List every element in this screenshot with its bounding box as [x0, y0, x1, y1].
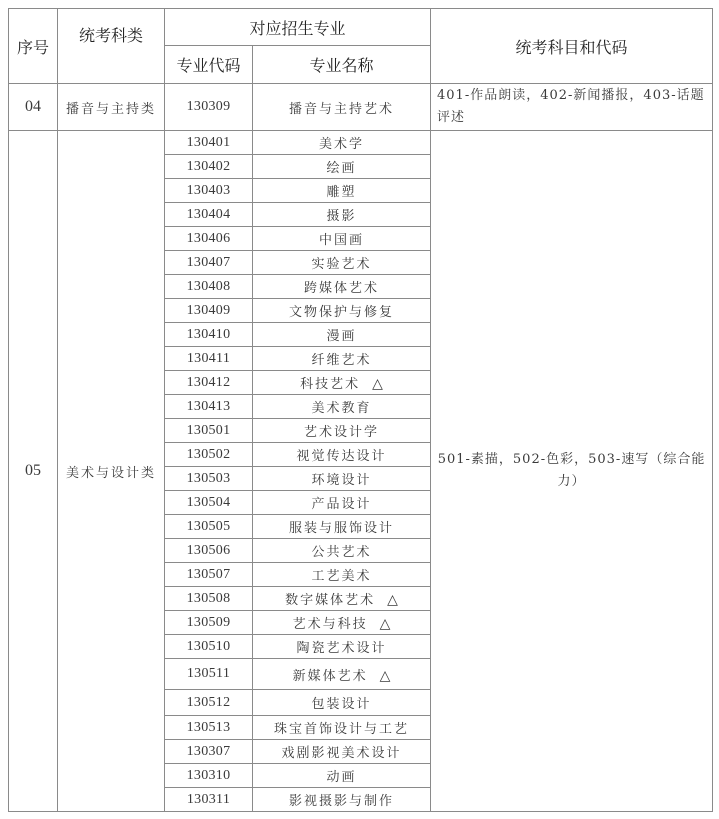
major-code-cell: 130509 — [165, 611, 253, 635]
major-code-cell: 130406 — [165, 227, 253, 251]
major-name-cell — [253, 635, 431, 659]
major-name-cell — [253, 275, 431, 299]
major-name: 雕塑 — [326, 185, 357, 200]
major-code-cell: 130413 — [165, 395, 253, 419]
major-name-cell — [253, 299, 431, 323]
triangle-mark-icon: △ — [379, 616, 391, 632]
major-code-cell: 130506 — [165, 539, 253, 563]
major-code-cell: 130311 — [165, 788, 253, 812]
major-code-cell: 130511 — [165, 659, 253, 690]
admissions-table — [8, 8, 713, 812]
major-name: 环境设计 — [311, 473, 372, 488]
major-code-cell: 130508 — [165, 587, 253, 611]
major-name-cell — [253, 251, 431, 275]
category-cell: 美术与设计类 — [58, 131, 165, 812]
exam-subjects-cell: 401-作品朗读，402-新闻播报，403-话题评述 — [431, 84, 713, 131]
major-name: 播音与主持艺术 — [289, 101, 395, 117]
major-name-cell — [253, 515, 431, 539]
major-code-cell: 130507 — [165, 563, 253, 587]
major-name-cell — [253, 788, 431, 812]
major-name: 跨媒体艺术 — [304, 281, 380, 296]
major-name: 工艺美术 — [311, 569, 372, 584]
header-major-group: 对应招生专业 — [165, 9, 431, 46]
header-major-name: 专业名称 — [253, 46, 431, 84]
major-name-cell — [253, 690, 431, 716]
major-code-cell: 130404 — [165, 203, 253, 227]
major-name: 包装设计 — [311, 697, 372, 712]
major-code-cell: 130411 — [165, 347, 253, 371]
major-name: 绘画 — [326, 161, 357, 176]
major-code-cell: 130402 — [165, 155, 253, 179]
major-code-cell: 130505 — [165, 515, 253, 539]
table-row — [9, 84, 713, 131]
header-seq: 序号 — [9, 9, 58, 84]
major-code-cell: 130409 — [165, 299, 253, 323]
category-cell: 播音与主持类 — [58, 84, 165, 131]
major-name-cell — [253, 395, 431, 419]
major-name-cell — [253, 203, 431, 227]
header-major-code: 专业代码 — [165, 46, 253, 84]
major-name: 美术教育 — [311, 401, 372, 416]
major-name: 美术学 — [319, 137, 365, 152]
triangle-mark-icon: △ — [379, 667, 391, 684]
major-code-cell: 130412 — [165, 371, 253, 395]
major-name: 公共艺术 — [311, 545, 372, 560]
major-code-cell: 130502 — [165, 443, 253, 467]
major-name: 中国画 — [319, 233, 365, 248]
major-name-cell — [253, 323, 431, 347]
major-name-cell — [253, 659, 431, 690]
major-name: 艺术设计学 — [304, 425, 380, 440]
major-name-cell — [253, 587, 431, 611]
major-name: 数字媒体艺术 — [285, 593, 376, 608]
major-name-cell — [253, 227, 431, 251]
seq-cell: 05 — [9, 131, 58, 812]
triangle-mark-icon: △ — [387, 592, 398, 608]
major-code-cell: 130408 — [165, 275, 253, 299]
major-name: 产品设计 — [311, 497, 372, 512]
major-code-cell: 130503 — [165, 467, 253, 491]
major-name: 服装与服饰设计 — [289, 521, 395, 536]
major-code-cell: 130501 — [165, 419, 253, 443]
major-name: 陶瓷艺术设计 — [296, 641, 387, 656]
triangle-mark-icon: △ — [372, 376, 383, 392]
major-name-cell — [253, 563, 431, 587]
major-name-cell — [253, 419, 431, 443]
major-name: 摄影 — [326, 209, 357, 224]
major-code-cell: 130407 — [165, 251, 253, 275]
major-name: 实验艺术 — [311, 257, 372, 272]
major-name-cell — [253, 371, 431, 395]
major-code-cell: 130513 — [165, 716, 253, 740]
major-name-cell — [253, 611, 431, 635]
major-name-cell — [253, 443, 431, 467]
major-code-cell: 130410 — [165, 323, 253, 347]
seq-cell: 04 — [9, 84, 58, 131]
major-name-cell — [253, 467, 431, 491]
header-exam-subjects: 统考科目和代码 — [431, 9, 713, 84]
major-name: 影视摄影与制作 — [289, 794, 395, 809]
major-name: 科技艺术 — [300, 377, 361, 392]
major-code-cell: 130510 — [165, 635, 253, 659]
major-name-cell — [253, 84, 431, 131]
major-name-cell — [253, 716, 431, 740]
major-name: 戏剧影视美术设计 — [281, 746, 402, 761]
major-name-cell — [253, 764, 431, 788]
table-row — [9, 131, 713, 155]
major-name: 纤维艺术 — [311, 353, 372, 368]
major-name: 艺术与科技 — [292, 617, 368, 632]
major-name: 珠宝首饰设计与工艺 — [274, 722, 410, 737]
major-name-cell — [253, 347, 431, 371]
major-code-cell: 130310 — [165, 764, 253, 788]
major-name-cell — [253, 491, 431, 515]
major-name-cell — [253, 740, 431, 764]
major-name: 动画 — [326, 770, 357, 785]
major-code-cell: 130512 — [165, 690, 253, 716]
major-name-cell — [253, 179, 431, 203]
major-name-cell — [253, 155, 431, 179]
major-name: 新媒体艺术 — [292, 668, 368, 684]
major-code-cell: 130309 — [165, 84, 253, 131]
major-name: 漫画 — [326, 329, 357, 344]
major-code-cell: 130401 — [165, 131, 253, 155]
major-name: 视觉传达设计 — [296, 449, 387, 464]
header-category: 统考科类 — [58, 9, 165, 84]
major-code-cell: 130307 — [165, 740, 253, 764]
exam-subjects-cell: 501-素描，502-色彩，503-速写（综合能力） — [431, 131, 713, 812]
table-body — [9, 84, 713, 812]
major-code-cell: 130403 — [165, 179, 253, 203]
major-code-cell: 130504 — [165, 491, 253, 515]
major-name-cell — [253, 539, 431, 563]
major-name: 文物保护与修复 — [289, 305, 395, 320]
major-name-cell — [253, 131, 431, 155]
